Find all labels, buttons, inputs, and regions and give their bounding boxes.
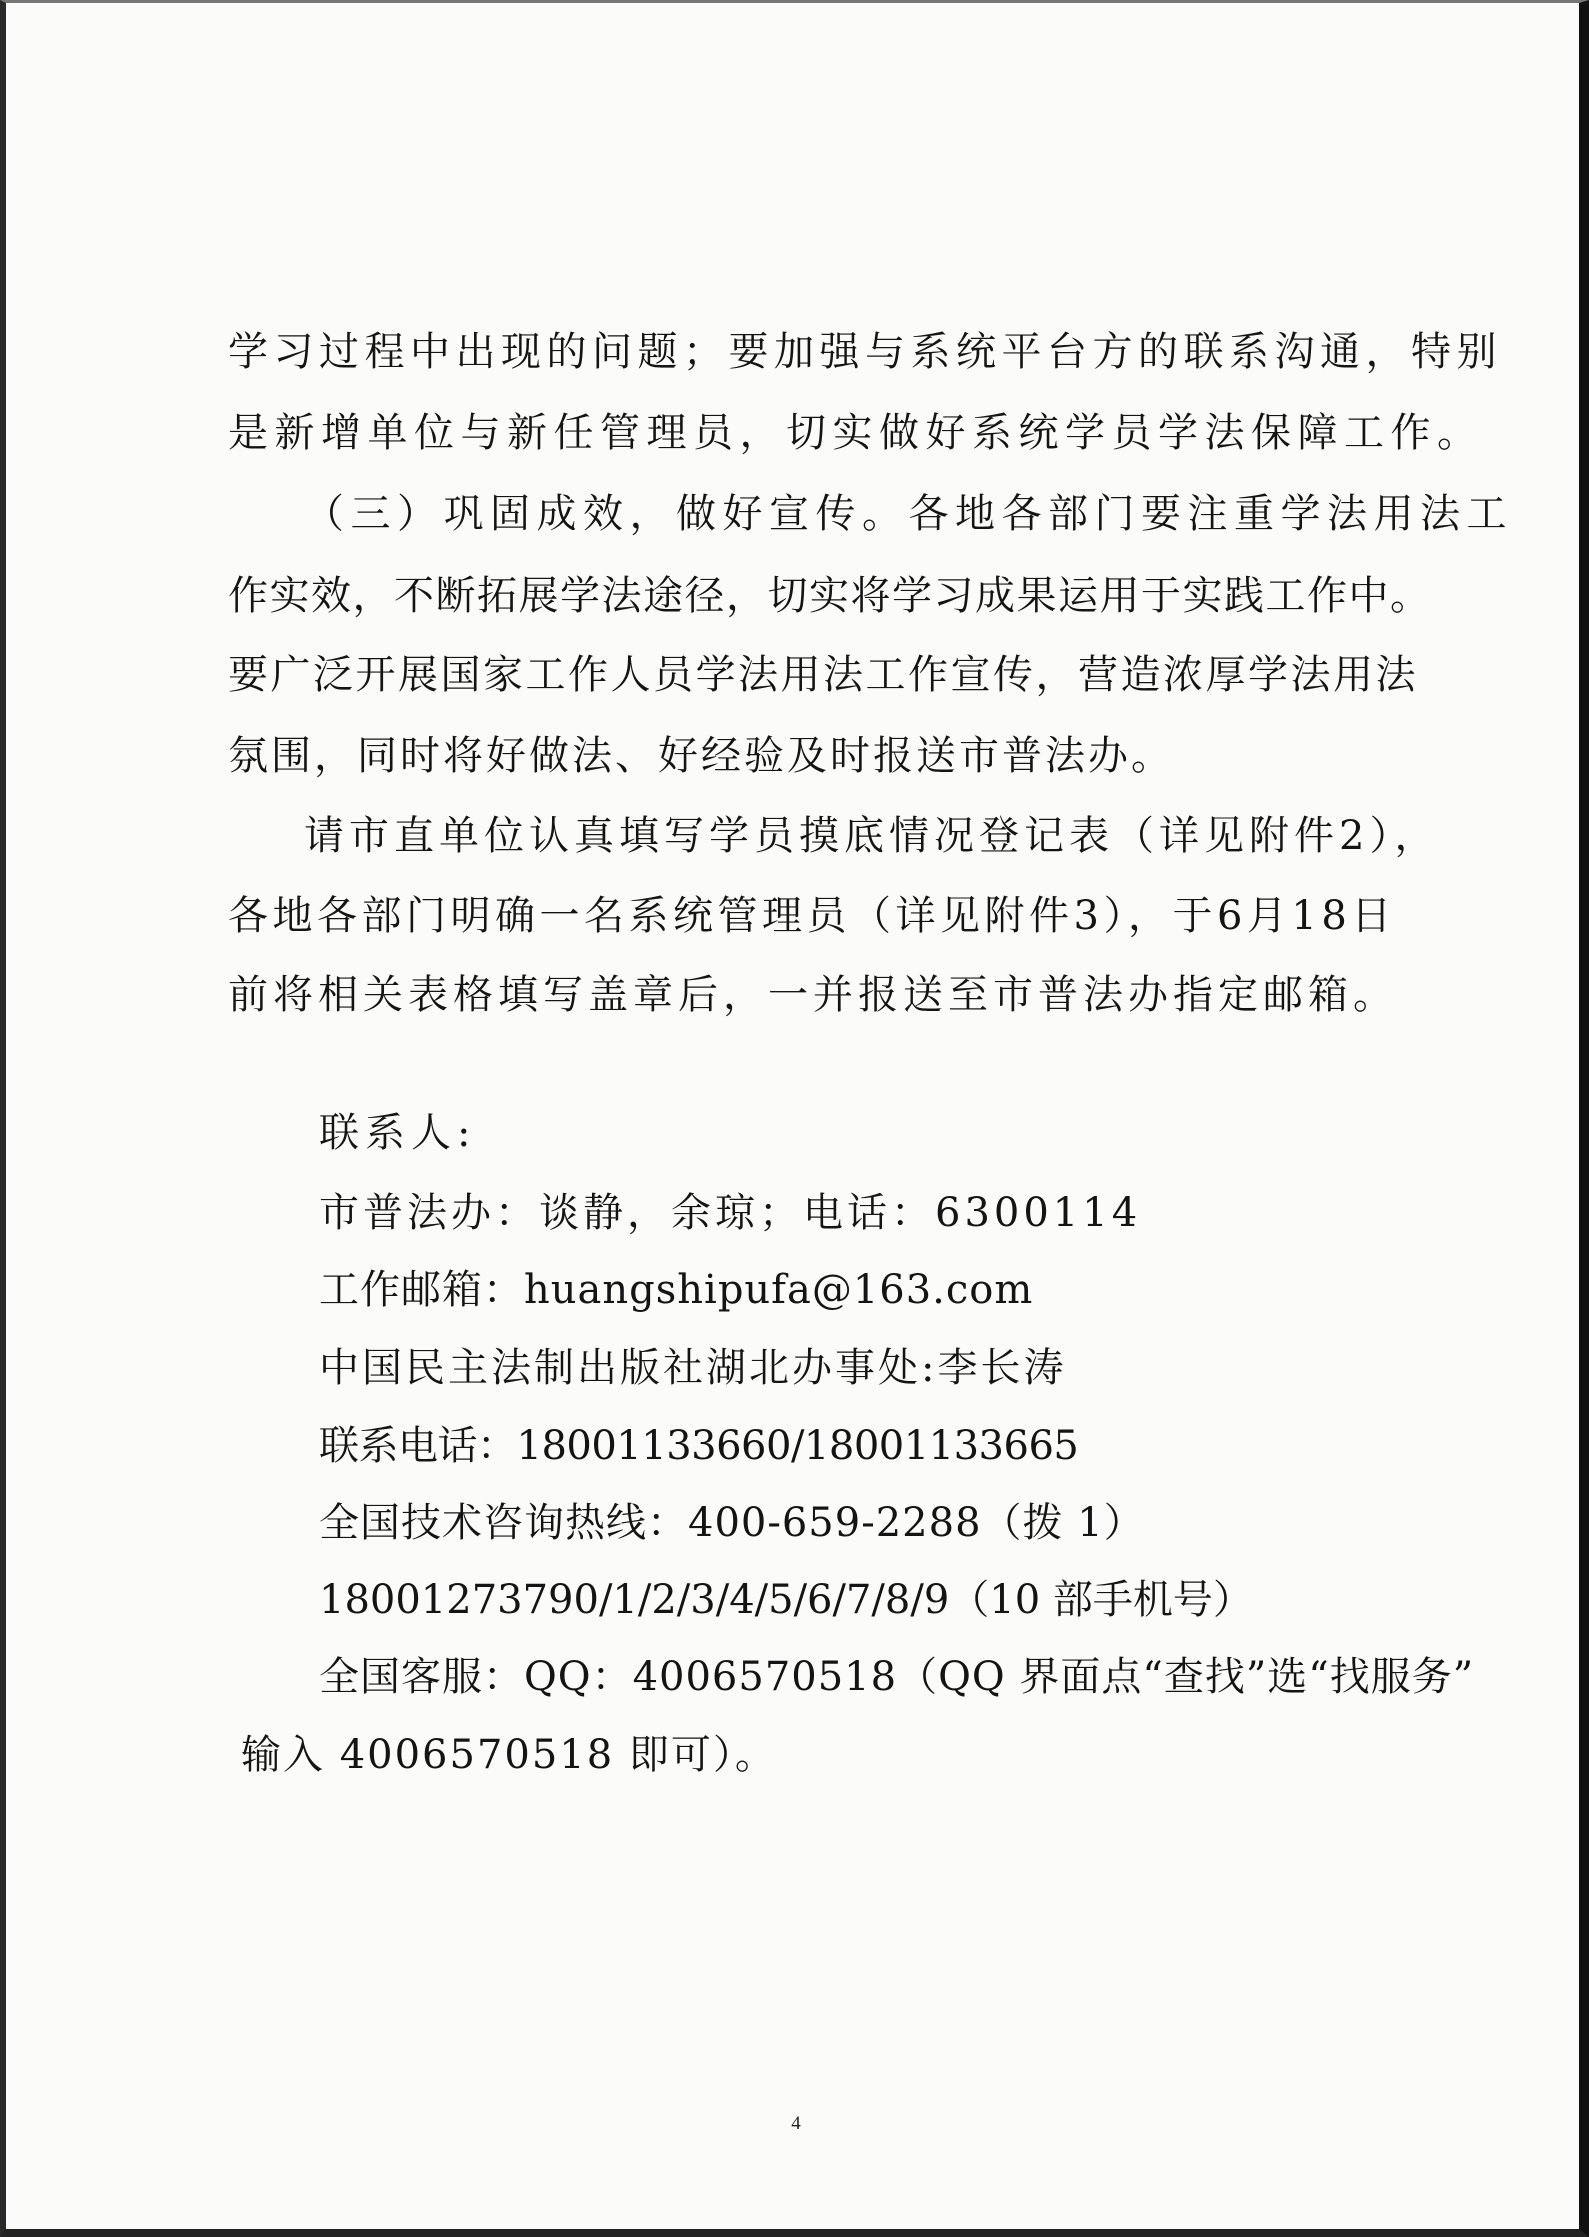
body-line-2: 是新增单位与新任管理员，切实做好系统学员学法保障工作。 <box>228 410 1484 456</box>
body-line-9: 前将相关表格填写盖章后，一并报送至市普法办指定邮箱。 <box>228 972 1398 1018</box>
body-line-6: 氛围，同时将好做法、好经验及时报送市普法办。 <box>228 733 1174 779</box>
body-line-3: （三）巩固成效，做好宣传。各地各部门要注重学法用法工 <box>304 491 1513 537</box>
contact-line-4: 联系电话：18001133660/18001133665 <box>319 1423 1079 1469</box>
contact-line-3: 中国民主法制出版社湖北办事处:李长涛 <box>319 1345 1067 1391</box>
body-line-1: 学习过程中出现的问题；要加强与系统平台方的联系沟通，特别 <box>228 329 1502 375</box>
contact-line-8: 输入 4006570518 即可）。 <box>241 1732 777 1778</box>
contact-line-2: 工作邮箱：huangshipufa@163.com <box>319 1267 1034 1313</box>
contact-line-1: 市普法办：谈静，余琼；电话：6300114 <box>319 1190 1142 1236</box>
body-line-7: 请市直单位认真填写学员摸底情况登记表（详见附件2）， <box>304 813 1440 859</box>
body-line-8: 各地各部门明确一名系统管理员（详见附件3），于6月18日 <box>228 893 1396 939</box>
body-line-5: 要广泛开展国家工作人员学法用法工作宣传，营造浓厚学法用法 <box>228 652 1418 698</box>
body-line-4: 作实效，不断拓展学法途径，切实将学习成果运用于实践工作中。 <box>228 573 1432 619</box>
contact-line-7: 全国客服：QQ：4006570518（QQ 界面点“查找”选“找服务” <box>319 1654 1475 1700</box>
page-number: 4 <box>791 2113 801 2134</box>
contact-heading: 联系人: <box>319 1110 477 1156</box>
contact-line-5: 全国技术咨询热线：400-659-2288（拨 1） <box>319 1500 1145 1546</box>
contact-line-6: 18001273790/1/2/3/4/5/6/7/8/9（10 部手机号） <box>319 1577 1253 1623</box>
